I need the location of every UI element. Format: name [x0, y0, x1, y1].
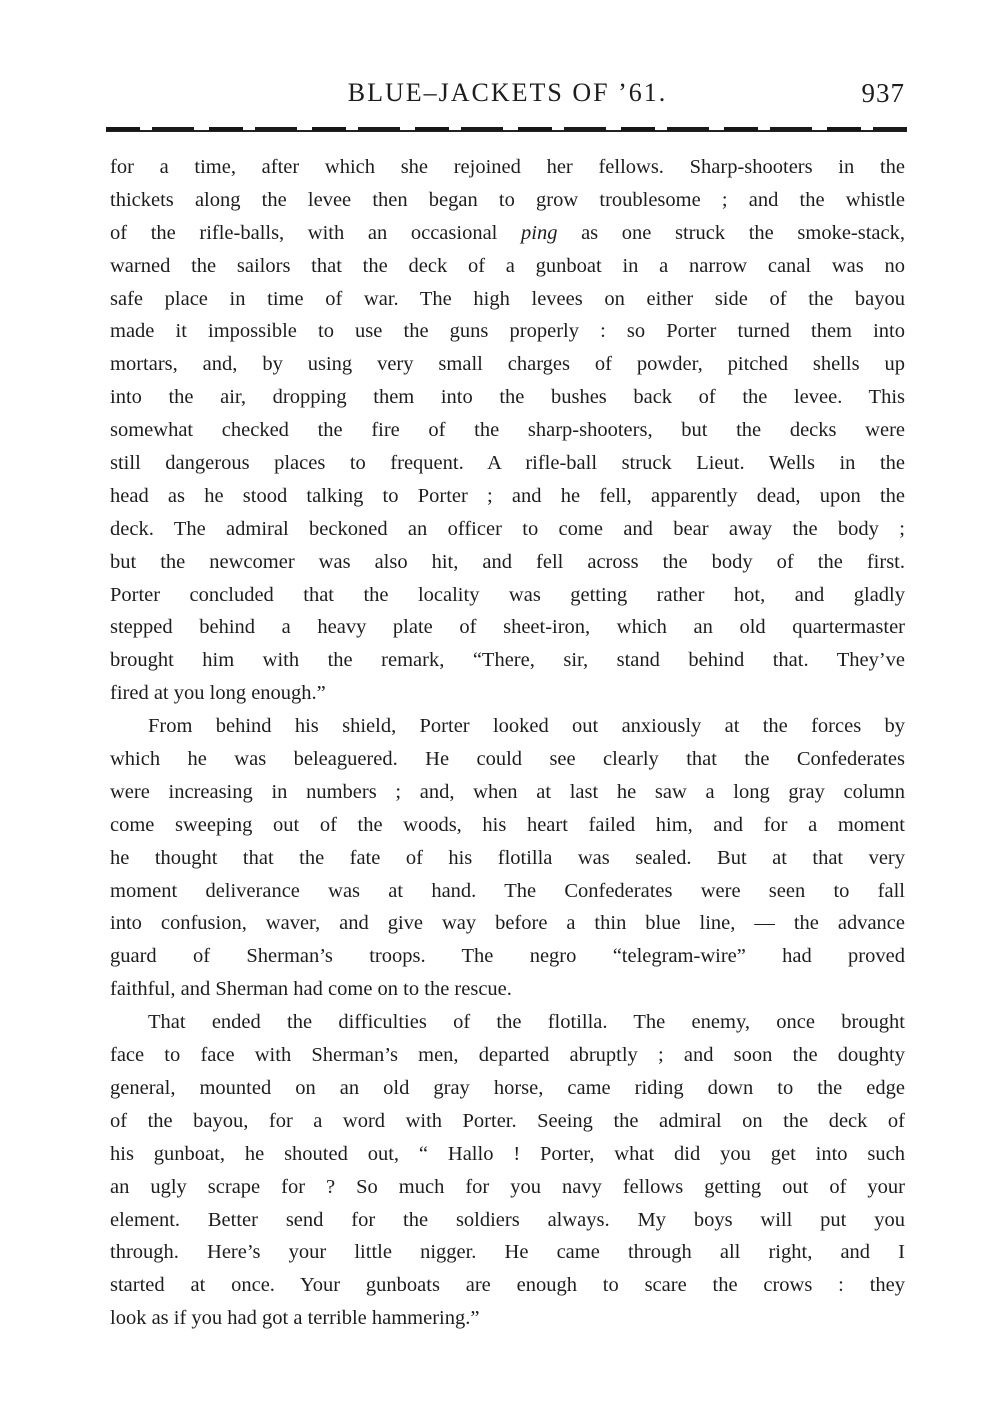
text-run: his gunboat, he shouted out, “ Hallo ! Porter, what did you get into such — [110, 1142, 905, 1165]
text-line — [110, 842, 905, 875]
text-line — [110, 973, 905, 1006]
text-line — [110, 315, 905, 348]
paragraph — [110, 710, 905, 1006]
text-line — [110, 480, 905, 513]
text-line — [110, 611, 905, 644]
italic-word: ping — [521, 221, 558, 244]
text-run: mortars, and, by using very small charges of powder, pitched shells up — [110, 353, 905, 376]
text-run: brought him with the remark, “There, sir, stand behind that. They’ve — [110, 649, 905, 672]
text-run: still dangerous places to frequent. A rifle-ball struck Lieut. Wells in the — [110, 452, 905, 475]
text-run: look as if you had got a terrible hammering.” — [110, 1307, 480, 1330]
text-line — [110, 579, 905, 612]
text-run: face to face with Sherman’s men, departed abruptly ; and soon the doughty — [110, 1044, 905, 1067]
page-number: 937 — [861, 78, 905, 108]
paragraph — [110, 151, 905, 710]
text-run: guard of Sherman’s troops. The negro “telegram-wire” had proved — [110, 945, 905, 968]
text-line — [110, 1072, 905, 1105]
text-run: Porter concluded that the locality was getting rather hot, and gladly — [110, 583, 905, 606]
text-run: for a time, after which she rejoined her fellows. Sharp-shooters in the — [110, 156, 905, 178]
text-run: That ended the difficulties of the flotilla. The enemy, once brought — [148, 1011, 905, 1034]
text-run: element. Better send for the soldiers always. My boys will put you — [110, 1208, 905, 1231]
running-header — [110, 78, 905, 110]
text-line — [110, 348, 905, 381]
text-run: of the rifle-balls, with an occasional — [110, 221, 521, 244]
text-run: From behind his shield, Porter looked out anxiously at the forces by — [148, 715, 905, 738]
text-run: he thought that the fate of his flotilla was sealed. But at that very — [110, 846, 905, 869]
text-run: fired at you long enough.” — [110, 682, 326, 705]
text-run: come sweeping out of the woods, his heart failed him, and for a moment — [110, 813, 905, 836]
text-line — [110, 776, 905, 809]
paragraph — [110, 1006, 905, 1335]
text-line — [110, 513, 905, 546]
text-line — [110, 546, 905, 579]
text-line — [110, 1236, 905, 1269]
text-run: which he was beleaguered. He could see clearly that the Confederates — [110, 748, 905, 771]
text-line — [110, 151, 905, 184]
text-line — [110, 1204, 905, 1237]
header-rule — [106, 127, 907, 134]
text-run: stepped behind a heavy plate of sheet-iron, which an old quartermaster — [110, 616, 905, 639]
text-line — [110, 1171, 905, 1204]
text-line — [110, 710, 905, 743]
text-run: of the bayou, for a word with Porter. Seeing the admiral on the deck of — [110, 1109, 905, 1132]
text-line — [110, 184, 905, 217]
text-line — [110, 447, 905, 480]
text-run: were increasing in numbers ; and, when at last he saw a long gray column — [110, 780, 905, 803]
text-run: but the newcomer was also hit, and fell across the body of the first. — [110, 550, 905, 573]
text-line — [110, 940, 905, 973]
text-run: moment deliverance was at hand. The Confederates were seen to fall — [110, 879, 905, 902]
text-run: thickets along the levee then began to grow troublesome ; and the whistle — [110, 188, 905, 211]
page-title: BLUE–JACKETS OF ’61. — [347, 78, 668, 107]
text-line — [110, 1039, 905, 1072]
text-line — [110, 1006, 905, 1039]
text-line — [110, 644, 905, 677]
text-run: somewhat checked the fire of the sharp-shooters, but the decks were — [110, 419, 905, 442]
text-run: warned the sailors that the deck of a gunboat in a narrow canal was no — [110, 254, 905, 277]
text-run: general, mounted on an old gray horse, came riding down to the edge — [110, 1076, 905, 1099]
text-run: deck. The admiral beckoned an officer to come and bear away the body ; — [110, 517, 905, 540]
page-body — [110, 151, 905, 1335]
text-run: safe place in time of war. The high levees on either side of the bayou — [110, 287, 905, 310]
text-line — [110, 283, 905, 316]
text-line — [110, 414, 905, 447]
text-line — [110, 743, 905, 776]
text-line — [110, 677, 905, 710]
text-run: faithful, and Sherman had come on to the rescue. — [110, 978, 512, 1001]
text-run: an ugly scrape for ? So much for you navy fellows getting out of your — [110, 1175, 905, 1198]
text-line — [110, 1138, 905, 1171]
text-run: started at once. Your gunboats are enough to scare the crows : they — [110, 1274, 905, 1297]
text-line — [110, 809, 905, 842]
text-line — [110, 381, 905, 414]
text-run: head as he stood talking to Porter ; and he fell, apparently dead, upon the — [110, 484, 905, 507]
text-run: made it impossible to use the guns properly : so Porter turned them into — [110, 320, 905, 343]
text-line — [110, 907, 905, 940]
text-line — [110, 1302, 905, 1335]
text-line — [110, 217, 905, 250]
text-run: into confusion, waver, and give way before a thin blue line, — the advance — [110, 912, 905, 935]
text-line — [110, 1105, 905, 1138]
text-run: as one struck the smoke-stack, — [557, 221, 905, 244]
text-run: into the air, dropping them into the bushes back of the levee. This — [110, 386, 905, 409]
text-line — [110, 1269, 905, 1302]
text-line — [110, 250, 905, 283]
text-run: through. Here’s your little nigger. He came through all right, and I — [110, 1241, 905, 1264]
text-line — [110, 875, 905, 908]
